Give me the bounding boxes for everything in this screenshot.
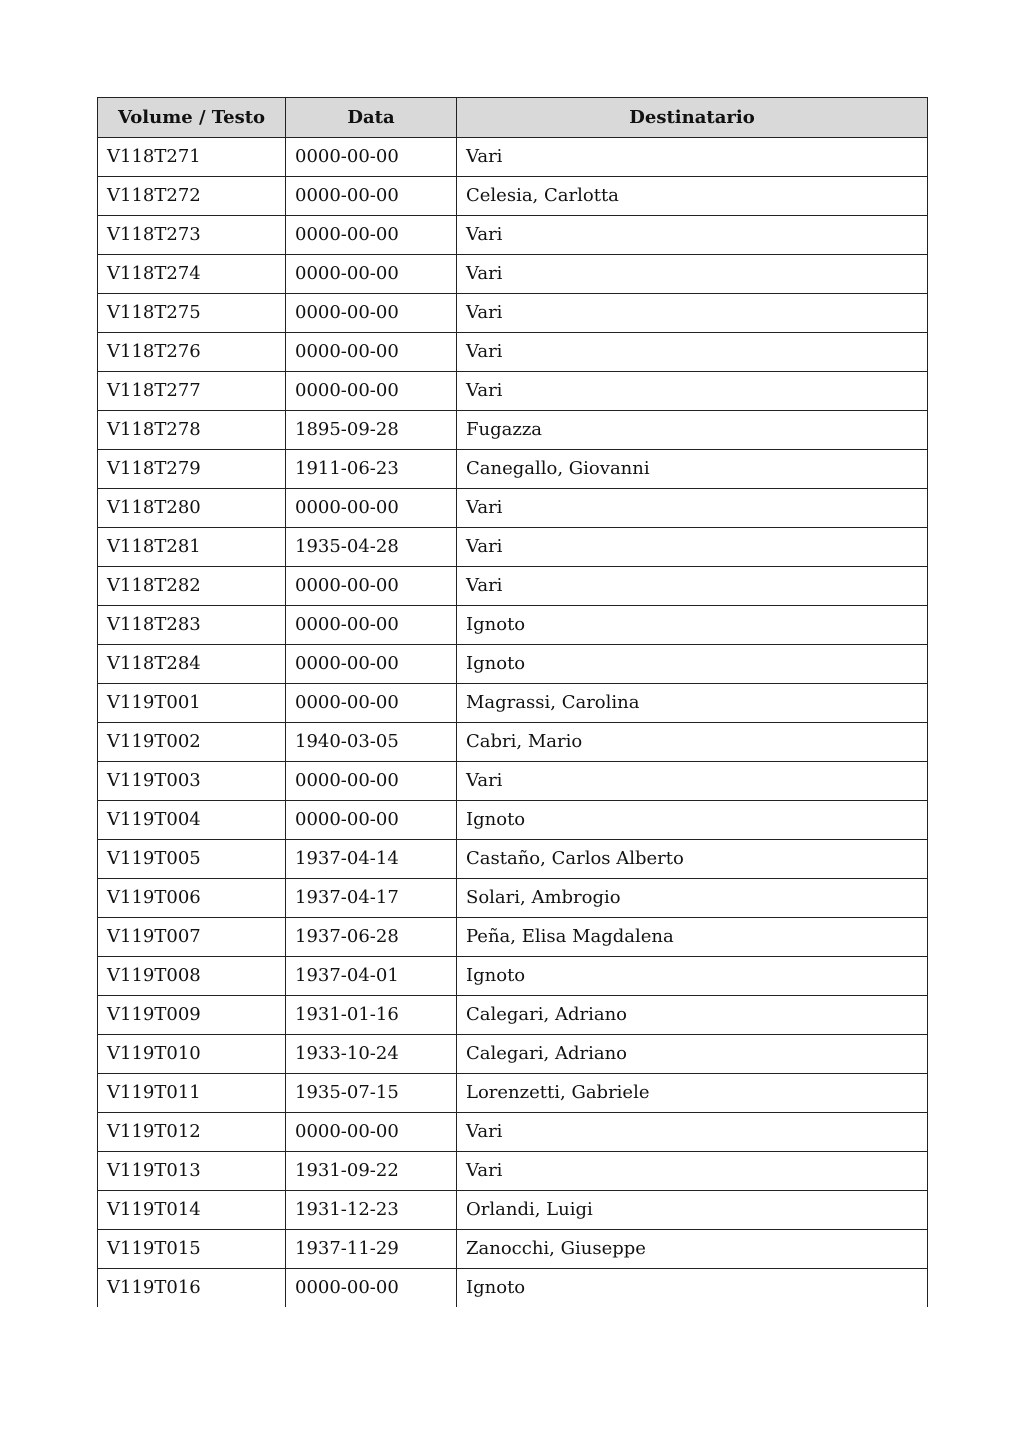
cell-destinatario: Vari <box>457 1152 928 1191</box>
cell-volume-testo: V119T003 <box>98 762 286 801</box>
cell-volume-testo: V119T014 <box>98 1191 286 1230</box>
cell-destinatario: Vari <box>457 489 928 528</box>
cell-destinatario: Calegari, Adriano <box>457 996 928 1035</box>
cell-data: 1935-04-28 <box>286 528 457 567</box>
cell-data: 1937-04-01 <box>286 957 457 996</box>
cell-volume-testo: V119T006 <box>98 879 286 918</box>
header-data: Data <box>286 98 457 138</box>
cell-volume-testo: V118T272 <box>98 177 286 216</box>
cell-destinatario: Canegallo, Giovanni <box>457 450 928 489</box>
table-row <box>98 1152 928 1191</box>
header-volume-testo: Volume / Testo <box>98 98 286 138</box>
cell-data: 1935-07-15 <box>286 1074 457 1113</box>
cell-data: 0000-00-00 <box>286 1269 457 1308</box>
cell-destinatario: Ignoto <box>457 957 928 996</box>
table-row <box>98 294 928 333</box>
cell-data: 0000-00-00 <box>286 606 457 645</box>
table-row <box>98 957 928 996</box>
cell-data: 1937-04-17 <box>286 879 457 918</box>
cell-destinatario: Vari <box>457 567 928 606</box>
cell-destinatario: Vari <box>457 762 928 801</box>
cell-volume-testo: V119T013 <box>98 1152 286 1191</box>
cell-volume-testo: V119T016 <box>98 1269 286 1308</box>
cell-data: 0000-00-00 <box>286 333 457 372</box>
cell-volume-testo: V118T277 <box>98 372 286 411</box>
cell-destinatario: Peña, Elisa Magdalena <box>457 918 928 957</box>
cell-data: 0000-00-00 <box>286 684 457 723</box>
table-row <box>98 1191 928 1230</box>
table-row <box>98 1074 928 1113</box>
cell-data: 0000-00-00 <box>286 372 457 411</box>
table-row <box>98 645 928 684</box>
cell-volume-testo: V118T283 <box>98 606 286 645</box>
cell-destinatario: Fugazza <box>457 411 928 450</box>
cell-data: 0000-00-00 <box>286 762 457 801</box>
cell-destinatario: Celesia, Carlotta <box>457 177 928 216</box>
cell-data: 1933-10-24 <box>286 1035 457 1074</box>
cell-destinatario: Vari <box>457 294 928 333</box>
table-row <box>98 567 928 606</box>
cell-destinatario: Vari <box>457 255 928 294</box>
table-row <box>98 1269 928 1308</box>
cell-volume-testo: V119T011 <box>98 1074 286 1113</box>
cell-volume-testo: V118T282 <box>98 567 286 606</box>
table-row <box>98 177 928 216</box>
cell-data: 0000-00-00 <box>286 645 457 684</box>
cell-volume-testo: V119T012 <box>98 1113 286 1152</box>
cell-volume-testo: V119T010 <box>98 1035 286 1074</box>
cell-data: 1931-09-22 <box>286 1152 457 1191</box>
cell-volume-testo: V119T004 <box>98 801 286 840</box>
cell-volume-testo: V118T278 <box>98 411 286 450</box>
table-row <box>98 450 928 489</box>
table-row <box>98 801 928 840</box>
table-row <box>98 528 928 567</box>
cell-destinatario: Magrassi, Carolina <box>457 684 928 723</box>
table-row <box>98 879 928 918</box>
cell-data: 0000-00-00 <box>286 216 457 255</box>
cell-data: 1940-03-05 <box>286 723 457 762</box>
cell-data: 1895-09-28 <box>286 411 457 450</box>
table-row <box>98 1035 928 1074</box>
table-row <box>98 333 928 372</box>
cell-destinatario: Zanocchi, Giuseppe <box>457 1230 928 1269</box>
cell-data: 1937-11-29 <box>286 1230 457 1269</box>
cell-volume-testo: V119T005 <box>98 840 286 879</box>
cell-data: 1931-01-16 <box>286 996 457 1035</box>
cell-data: 0000-00-00 <box>286 255 457 294</box>
cell-destinatario: Cabri, Mario <box>457 723 928 762</box>
table-header <box>98 98 928 138</box>
cell-destinatario: Ignoto <box>457 1269 928 1308</box>
cell-data: 1911-06-23 <box>286 450 457 489</box>
table-row <box>98 216 928 255</box>
cell-destinatario: Ignoto <box>457 606 928 645</box>
cell-destinatario: Vari <box>457 333 928 372</box>
table-row <box>98 840 928 879</box>
cell-volume-testo: V118T280 <box>98 489 286 528</box>
cell-data: 1931-12-23 <box>286 1191 457 1230</box>
table-row <box>98 918 928 957</box>
cell-data: 0000-00-00 <box>286 138 457 177</box>
cell-volume-testo: V119T009 <box>98 996 286 1035</box>
table-row <box>98 996 928 1035</box>
cell-data: 0000-00-00 <box>286 294 457 333</box>
letters-table <box>97 97 928 1307</box>
cell-volume-testo: V119T008 <box>98 957 286 996</box>
cell-volume-testo: V119T001 <box>98 684 286 723</box>
table-row <box>98 255 928 294</box>
cell-volume-testo: V119T007 <box>98 918 286 957</box>
table-row <box>98 489 928 528</box>
cell-destinatario: Vari <box>457 216 928 255</box>
cell-data: 0000-00-00 <box>286 567 457 606</box>
table-row <box>98 372 928 411</box>
cell-data: 1937-04-14 <box>286 840 457 879</box>
cell-data: 1937-06-28 <box>286 918 457 957</box>
table-body <box>98 138 928 1308</box>
table-row <box>98 606 928 645</box>
table-row <box>98 723 928 762</box>
header-destinatario: Destinatario <box>457 98 928 138</box>
cell-destinatario: Orlandi, Luigi <box>457 1191 928 1230</box>
header-row <box>98 98 928 138</box>
cell-volume-testo: V118T275 <box>98 294 286 333</box>
cell-volume-testo: V119T015 <box>98 1230 286 1269</box>
table-row <box>98 1113 928 1152</box>
cell-destinatario: Ignoto <box>457 801 928 840</box>
cell-volume-testo: V118T273 <box>98 216 286 255</box>
cell-volume-testo: V118T276 <box>98 333 286 372</box>
cell-volume-testo: V118T279 <box>98 450 286 489</box>
cell-volume-testo: V118T274 <box>98 255 286 294</box>
cell-destinatario: Ignoto <box>457 645 928 684</box>
cell-volume-testo: V118T284 <box>98 645 286 684</box>
cell-data: 0000-00-00 <box>286 177 457 216</box>
cell-volume-testo: V119T002 <box>98 723 286 762</box>
table-row <box>98 138 928 177</box>
table-row <box>98 411 928 450</box>
cell-destinatario: Vari <box>457 1113 928 1152</box>
table-row <box>98 1230 928 1269</box>
cell-volume-testo: V118T271 <box>98 138 286 177</box>
cell-destinatario: Calegari, Adriano <box>457 1035 928 1074</box>
cell-data: 0000-00-00 <box>286 801 457 840</box>
cell-destinatario: Lorenzetti, Gabriele <box>457 1074 928 1113</box>
cell-data: 0000-00-00 <box>286 1113 457 1152</box>
cell-destinatario: Castaño, Carlos Alberto <box>457 840 928 879</box>
table-row <box>98 762 928 801</box>
cell-data: 0000-00-00 <box>286 489 457 528</box>
cell-volume-testo: V118T281 <box>98 528 286 567</box>
cell-destinatario: Vari <box>457 528 928 567</box>
cell-destinatario: Vari <box>457 372 928 411</box>
table-row <box>98 684 928 723</box>
cell-destinatario: Vari <box>457 138 928 177</box>
cell-destinatario: Solari, Ambrogio <box>457 879 928 918</box>
